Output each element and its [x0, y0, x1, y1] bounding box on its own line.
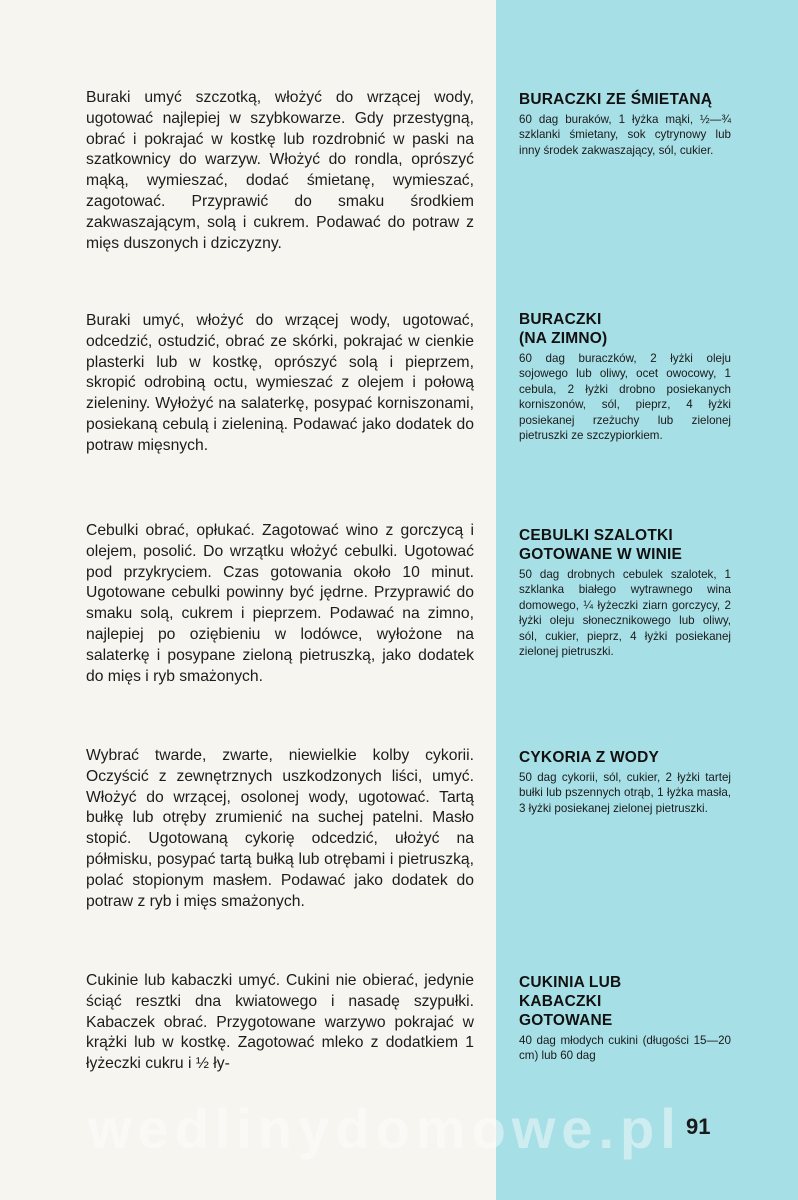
recipe-ingredients: 60 dag buraczków, 2 łyżki oleju sojowego lub oliwy, ocet owocowy, 1 cebula, 2 łyżki drobno posiekanych korniszonów, sól, pieprz, 4 łyżki posiekanej rzeżuchy lub zielonej pietruszki ze szczypiorkiem. [519, 352, 731, 443]
instruction-paragraph: Cukinie lub kabaczki umyć. Cukini nie obierać, jedynie ściąć resztki dna kwiatowego i nasadę szypułki. Kabaczek obrać. Przygotowane warzywo pokrajać w krążki lub w kostkę. Zagotować mleko z dodatkiem 1 łyżeczki cukru i ½ ły- [86, 972, 474, 1073]
recipe-ingredients: 50 dag drobnych cebulek szalotek, 1 szklanka białego wytrawnego wina domowego, ¼ łyżeczki ziarn gorczycy, 2 łyżki oleju słonecznikowego lub oliwy, sól, cukier, pieprz, 4 łyżki posiekanej zielonej pietruszki. [519, 568, 731, 659]
recipe-box [519, 748, 731, 816]
instruction-paragraph: Cebulki obrać, opłukać. Zagotować wino z gorczycą i olejem, posolić. Do wrzątku włożyć cebulki. Ugotować pod przykryciem. Czas gotowania około 10 minut. Ugotowane cebulki powinny być jędrne. Przyprawić do smaku solą, cukrem i pieprzem. Podawać na zimno, najlepiej po oziębieniu w lodówce, wyłożone na salaterkę i posypane zieloną pietruszką, jako dodatek do mięs i ryb smażonych. [86, 522, 474, 685]
instruction-paragraph: Wybrać twarde, zwarte, niewielkie kolby cykorii. Oczyścić z zewnętrznych uszkodzonych liści, umyć. Włożyć do wrzącej, osolonej wody, ugotować. Tartą bułkę lub otręby zrumienić na suchej patelni. Masło stopić. Ugotowaną cykorię odcedzić, ułożyć na półmisku, posypać tartą bułką lub otrębami i pietruszką, polać stopionym masłem. Podawać jako dodatek do potraw z ryb i mięs smażonych. [86, 747, 474, 910]
recipe-ingredients: 60 dag buraków, 1 łyżka mąki, ½—¾ szklanki śmietany, sok cytrynowy lub inny środek zakwaszający, sól, cukier. [519, 113, 731, 157]
watermark: wedlinydomowe.pl [88, 1097, 682, 1160]
recipe-title: BURACZKI ZE ŚMIETANĄ [519, 91, 713, 108]
recipe-title: CEBULKI SZALOTKI GOTOWANE W WINIE [519, 527, 683, 563]
recipe-title: CYKORIA Z WODY [519, 749, 659, 766]
recipe-box [519, 90, 731, 158]
page-number: 91 [686, 1114, 711, 1139]
recipe-title: CUKINIA LUB KABACZKI GOTOWANE [519, 974, 622, 1029]
recipe-ingredients: 40 dag młodych cukini (długości 15—20 cm) lub 60 dag [519, 1034, 731, 1063]
recipe-box [519, 310, 731, 443]
instruction-paragraph: Buraki umyć szczotką, włożyć do wrzącej wody, ugotować najlepiej w szybkowarze. Gdy przestygną, obrać i pokrajać w kostkę lub rozdrobnić w paski na szatkownicy do warzyw. Włożyć do rondla, oprószyć mąką, wymieszać, dodać śmietanę, wymieszać, zagotować. Przyprawić do smaku środkiem zakwaszającym, solą i cukrem. Podawać do potraw z mięs duszonych i dziczyzny. [86, 89, 474, 252]
recipe-ingredients: 50 dag cykorii, sól, cukier, 2 łyżki tartej bułki lub pszennych otrąb, 1 łyżka masła, 3 łyżki posiekanej zielonej pietruszki. [519, 771, 731, 815]
recipe-box [519, 973, 731, 1064]
recipe-box [519, 526, 731, 659]
recipe-title: BURACZKI (NA ZIMNO) [519, 311, 608, 347]
instruction-paragraph: Buraki umyć, włożyć do wrzącej wody, ugotować, odcedzić, ostudzić, obrać ze skórki, pokrajać w cienkie plasterki lub w kostkę, oprószyć solą i pieprzem, skropić odrobiną octu, wymieszać z olejem i połową zieleniny. Wyłożyć na salaterkę, posypać korniszonami, posiekaną cebulą i zieleniną. Podawać jako dodatek do potraw mięsnych. [86, 312, 474, 454]
